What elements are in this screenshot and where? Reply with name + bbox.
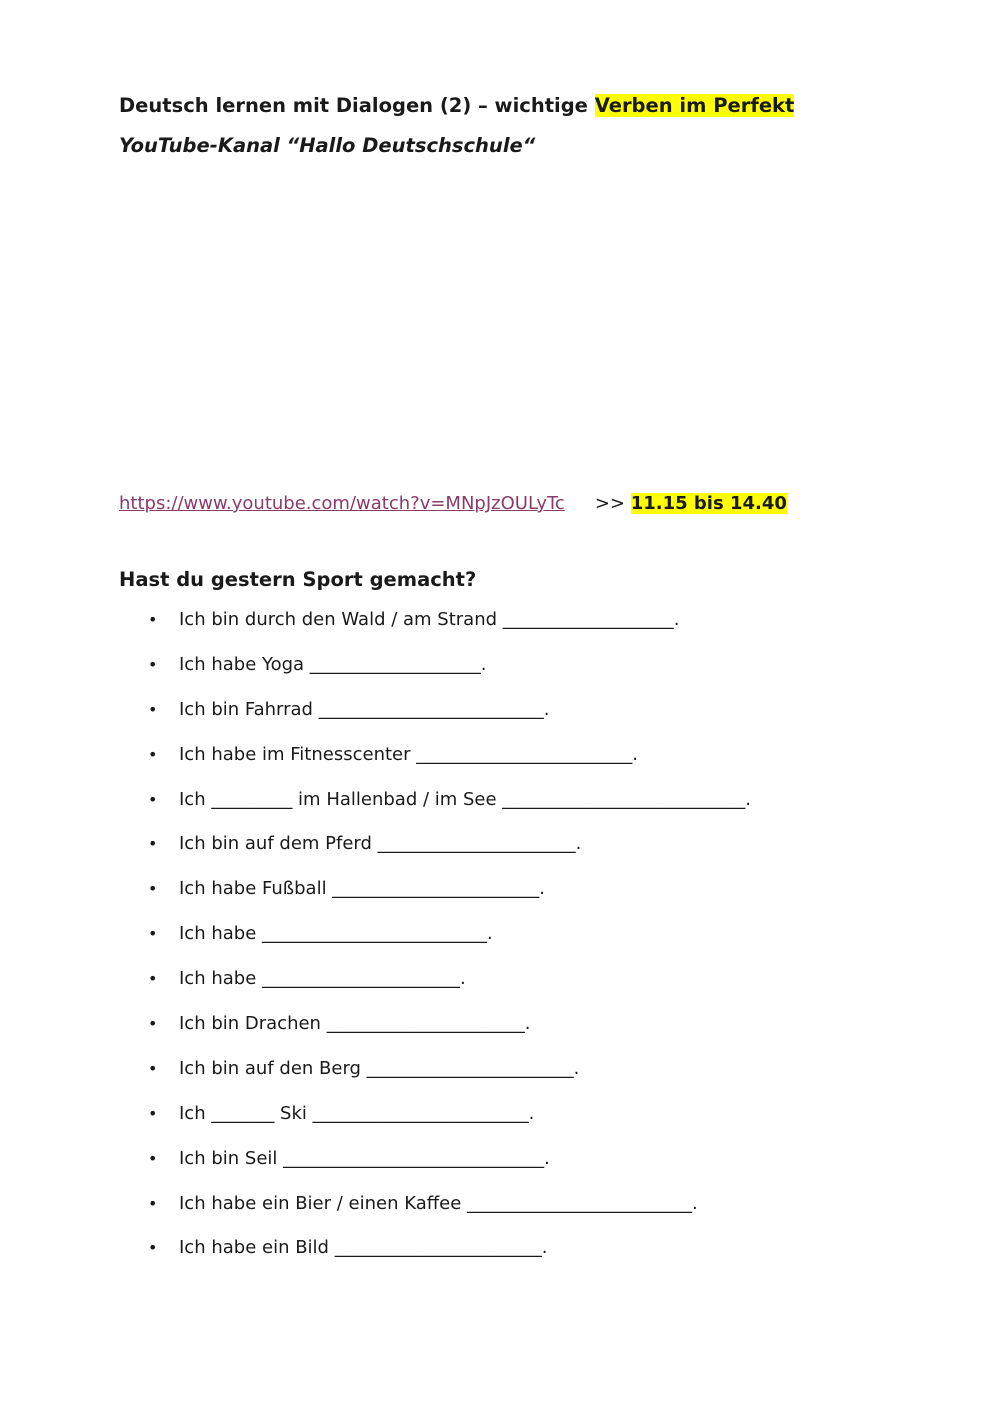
bullet-icon: •: [148, 790, 158, 809]
bullet-icon: •: [148, 700, 158, 719]
bullet-icon: •: [148, 1194, 158, 1213]
exercise-text: Ich _________ im Hallenbad / im See ___________________________.: [179, 789, 752, 810]
bullet-icon: •: [148, 1014, 158, 1033]
exercise-text: Ich bin auf dem Pferd ______________________.: [179, 833, 582, 854]
exercise-text: Ich habe _________________________.: [179, 923, 493, 944]
bullet-icon: •: [148, 1238, 158, 1257]
exercise-item: [148, 1237, 547, 1259]
video-timestamp: 11.15 bis 14.40: [630, 493, 787, 514]
exercise-item: [148, 789, 751, 811]
bullet-icon: •: [148, 924, 158, 943]
bullet-icon: •: [148, 655, 158, 674]
bullet-icon: •: [148, 610, 158, 629]
exercise-item: [148, 699, 549, 721]
section-heading: Hast du gestern Sport gemacht?: [119, 568, 477, 591]
bullet-icon: •: [148, 879, 158, 898]
exercise-item: [148, 923, 493, 945]
exercise-item: [148, 1058, 579, 1080]
exercise-item: [148, 833, 581, 855]
exercise-text: Ich habe ______________________.: [179, 968, 466, 989]
title-highlight: Verben im Perfekt: [594, 94, 795, 117]
subtitle-suffix: “: [522, 134, 536, 157]
bullet-icon: •: [148, 745, 158, 764]
exercise-text: Ich habe ein Bild _______________________.: [179, 1237, 548, 1258]
exercise-text: Ich habe Yoga ___________________.: [179, 654, 487, 675]
exercise-item: [148, 1148, 550, 1170]
exercise-text: Ich habe im Fitnesscenter ________________________.: [179, 744, 638, 765]
bullet-icon: •: [148, 1104, 158, 1123]
exercise-text: Ich bin auf den Berg _______________________.: [179, 1058, 580, 1079]
page-title: [119, 94, 794, 117]
subtitle-prefix: YouTube-Kanal “: [119, 134, 300, 157]
title-main: Deutsch lernen mit Dialogen (2) – wichtige: [119, 94, 588, 117]
exercise-item: [148, 878, 545, 900]
arrows-text: >>: [594, 493, 625, 514]
exercise-item: [148, 744, 638, 766]
exercise-item: [148, 1193, 698, 1215]
youtube-link[interactable]: https://www.youtube.com/watch?v=MNpJzOULyTc: [119, 493, 565, 514]
bullet-icon: •: [148, 1059, 158, 1078]
bullet-icon: •: [148, 969, 158, 988]
exercise-item: [148, 1013, 530, 1035]
page-subtitle: [119, 134, 535, 157]
exercise-text: Ich bin Drachen ______________________.: [179, 1013, 531, 1034]
video-link-line: [119, 493, 787, 514]
exercise-text: Ich habe Fußball _______________________.: [179, 878, 546, 899]
bullet-icon: •: [148, 1149, 158, 1168]
exercise-item: [148, 1103, 534, 1125]
exercise-text: Ich bin Fahrrad _________________________.: [179, 699, 550, 720]
exercise-text: Ich _______ Ski ________________________.: [179, 1103, 535, 1124]
exercise-item: [148, 609, 679, 631]
exercise-text: Ich bin Seil _____________________________.: [179, 1148, 550, 1169]
exercise-text: Ich habe ein Bier / einen Kaffee _________________________.: [179, 1193, 698, 1214]
subtitle-channel: Hallo Deutschschule: [299, 134, 523, 157]
exercise-item: [148, 968, 466, 990]
exercise-text: Ich bin durch den Wald / am Strand ___________________.: [179, 609, 680, 630]
exercise-item: [148, 654, 487, 676]
bullet-icon: •: [148, 834, 158, 853]
